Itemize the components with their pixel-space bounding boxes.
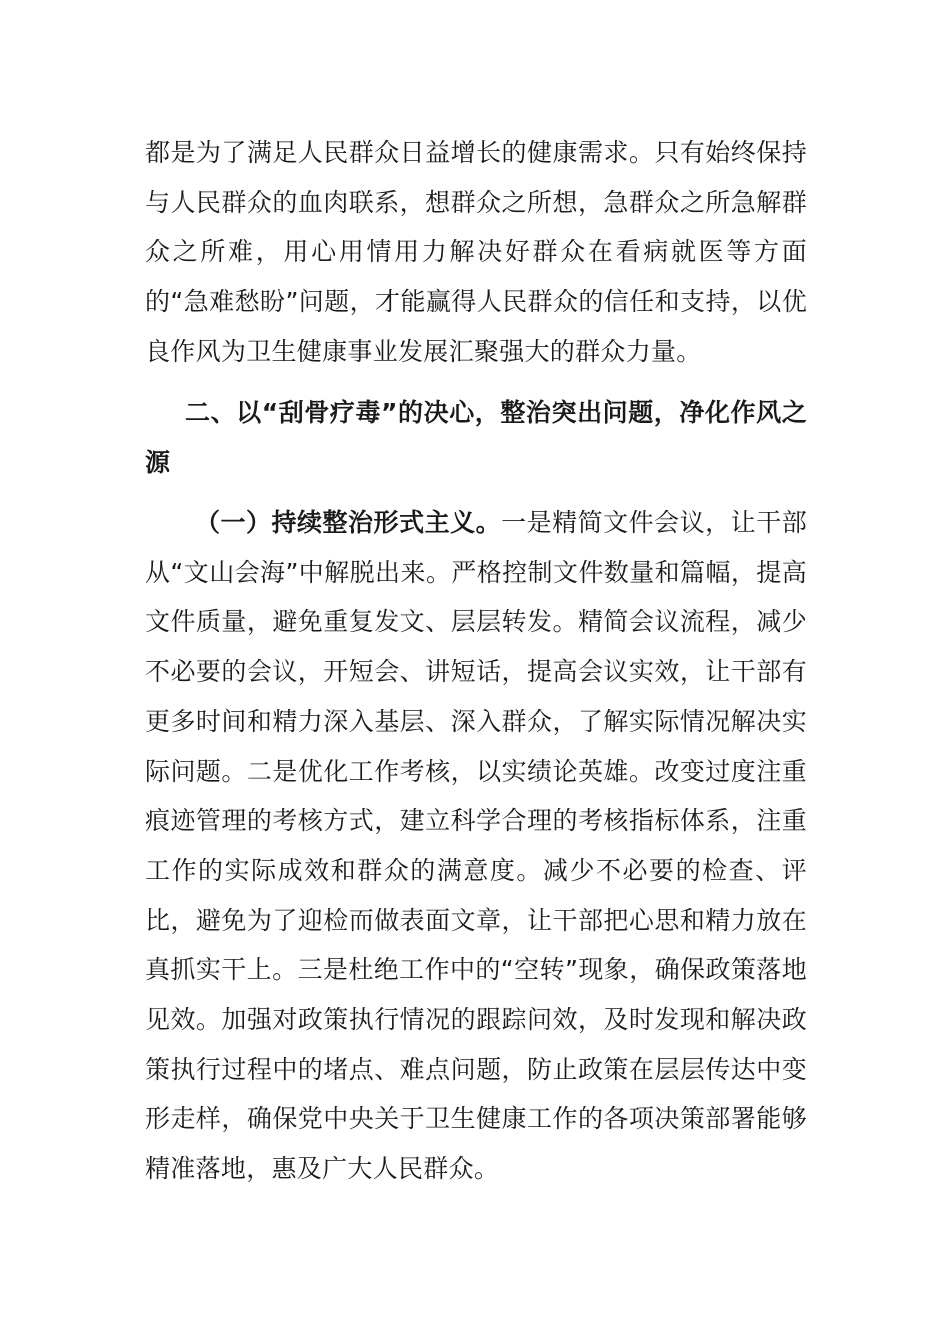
section-heading: 二、以“刮骨疗毒”的决心，整治突出问题，净化作风之源 (145, 398, 807, 477)
subsection-body: 一是精简文件会议，让干部从“文山会海”中解脱出来。严格控制文件数量和篇幅，提高文件质量，避免重复发文、层层转发。精简会议流程，减少不必要的会议，开短会、讲短话，提高会议实效，让干部有更多时间和精力深入基层、深入群众，了解实际情况解决实际问题。二是优化工作考核，以实绩论英雄。改变过度注重痕迹管理的考核方式，建立科学合理的考核指标体系，注重工作的实际成效和群众的满意度。减少不必要的检查、评比，避免为了迎检而做表面文章，让干部把心思和精力放在真抓实干上。三是杜绝工作中的“空转”现象，确保政策落地见效。加强对政策执行情况的跟踪问效，及时发现和解决政策执行过程中的堵点、难点问题，防止政策在层层传达中变形走样，确保党中央关于卫生健康工作的各项决策部署能够精准落地，惠及广大人民群众。 (145, 508, 807, 1184)
body-paragraph: 都是为了满足人民群众日益增长的健康需求。只有始终保持与人民群众的血肉联系，想群众之所想，急群众之所急解群众之所难，用心用情用力解决好群众在看病就医等方面的“急难愁盼”问题，才能赢得人民群众的信任和支持，以优良作风为卫生健康事业发展汇聚强大的群众力量。 (145, 138, 807, 366)
subsection-title: （一）持续整治形式主义。 (195, 508, 502, 537)
subsection-paragraph (145, 498, 807, 1194)
